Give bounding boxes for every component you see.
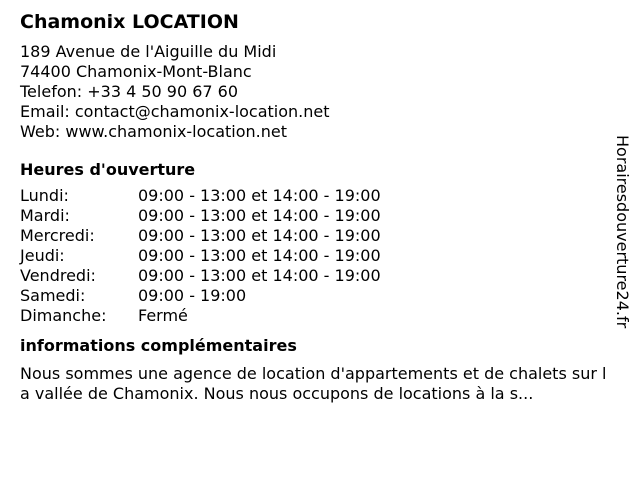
day-label: Vendredi: bbox=[20, 266, 96, 285]
business-info-card bbox=[20, 10, 610, 404]
day-label: Mardi: bbox=[20, 206, 70, 225]
web-line: Web: www.chamonix-location.net bbox=[20, 122, 288, 141]
hours-row-tuesday bbox=[20, 206, 610, 226]
hours-row-thursday bbox=[20, 246, 610, 266]
hours-row-monday bbox=[20, 186, 610, 206]
hours-row-friday bbox=[20, 266, 610, 286]
day-hours: 09:00 - 13:00 et 14:00 - 19:00 bbox=[138, 246, 381, 265]
hours-row-sunday bbox=[20, 306, 610, 326]
day-hours: 09:00 - 13:00 et 14:00 - 19:00 bbox=[138, 266, 381, 285]
day-label: Dimanche: bbox=[20, 306, 107, 325]
hours-row-wednesday bbox=[20, 226, 610, 246]
email-line: Email: contact@chamonix-location.net bbox=[20, 102, 330, 121]
day-label: Mercredi: bbox=[20, 226, 95, 245]
day-hours: 09:00 - 13:00 et 14:00 - 19:00 bbox=[138, 186, 381, 205]
hours-table bbox=[20, 186, 610, 326]
day-label: Samedi: bbox=[20, 286, 86, 305]
phone-line: Telefon: +33 4 50 90 67 60 bbox=[20, 82, 239, 101]
address-line-2: 74400 Chamonix-Mont-Blanc bbox=[20, 62, 252, 81]
hours-heading: Heures d'ouverture bbox=[20, 160, 196, 179]
day-hours: 09:00 - 13:00 et 14:00 - 19:00 bbox=[138, 226, 381, 245]
day-hours: 09:00 - 13:00 et 14:00 - 19:00 bbox=[138, 206, 381, 225]
address-line-1: 189 Avenue de l'Aiguille du Midi bbox=[20, 42, 277, 61]
business-name: Chamonix LOCATION bbox=[20, 11, 239, 33]
day-label: Lundi: bbox=[20, 186, 69, 205]
day-hours: 09:00 - 19:00 bbox=[138, 286, 247, 305]
info-heading: informations complémentaires bbox=[20, 336, 297, 355]
day-label: Jeudi: bbox=[20, 246, 65, 265]
day-hours: Fermé bbox=[138, 306, 188, 325]
info-description: Nous sommes une agence de location d'appartements et de chalets sur la vallée de Chamonix. Nous nous occupons de locations à la s... bbox=[20, 364, 607, 403]
site-watermark: Horairesdouverture24.fr bbox=[613, 135, 632, 329]
hours-row-saturday bbox=[20, 286, 610, 306]
